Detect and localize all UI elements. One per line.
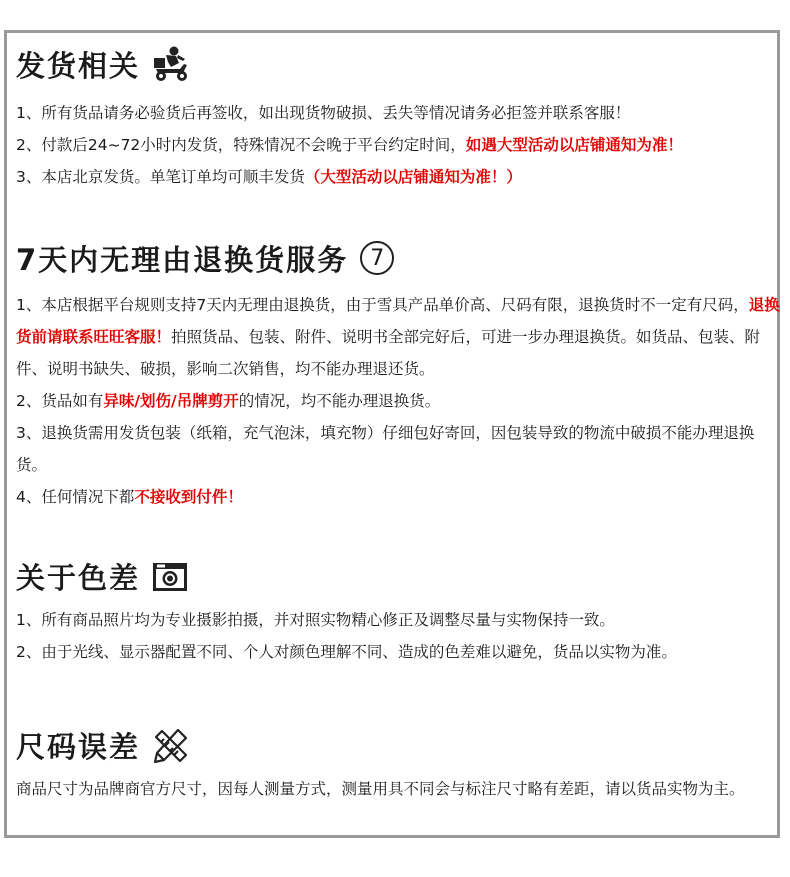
shipping-item-1-text: 1、所有货品请务必验货后再签收，如出现货物破损、丢失等情况请务必拒签并联系客服！ bbox=[16, 104, 631, 122]
returns-item-4-before: 4、任何情况下都 bbox=[16, 488, 135, 506]
camera-icon bbox=[152, 560, 188, 592]
returns-item-1-highlight: 退换货前请联系旺旺客服！ bbox=[16, 296, 780, 346]
returns-item-1 bbox=[16, 289, 782, 385]
shipping-section bbox=[16, 44, 782, 193]
shipping-item-3-highlight: （大型活动以店铺通知为准！） bbox=[304, 168, 522, 186]
size-text: 商品尺寸为品牌商官方尺寸，因每人测量方式，测量用具不同会与标注尺寸略有差距，请以货品实物为主。 bbox=[16, 780, 745, 798]
shipping-heading bbox=[16, 44, 782, 84]
seven-circle-icon bbox=[360, 241, 394, 275]
ruler-pencil-icon bbox=[152, 727, 190, 763]
returns-item-2-highlight: 异味/划伤/吊牌剪开 bbox=[103, 392, 239, 410]
returns-item-1-before: 1、本店根据平台规则支持7天内无理由退换货，由于雪具产品单价高、尺码有限，退换货时不一定有尺码， bbox=[16, 296, 749, 314]
returns-item-1-after: 拍照货品、包装、附件、说明书全部完好后，可进一步办理退换货。如货品、包装、附件、说明书缺失、破损，影响二次销售，均不能办理退还货。 bbox=[16, 328, 761, 378]
returns-item-3 bbox=[16, 417, 782, 481]
color-item-2-text: 2、由于光线、显示器配置不同、个人对颜色理解不同、造成的色差难以避免，货品以实物为准。 bbox=[16, 643, 677, 661]
shipping-item-2-highlight: 如遇大型活动以店铺通知为准！ bbox=[465, 136, 683, 154]
returns-item-2 bbox=[16, 385, 782, 417]
returns-item-2-after: 的情况，均不能办理退换货。 bbox=[238, 392, 441, 410]
returns-item-4 bbox=[16, 481, 782, 513]
shipping-item-3 bbox=[16, 161, 782, 193]
returns-section bbox=[16, 238, 782, 513]
shipping-title: 发货相关 bbox=[16, 48, 141, 83]
color-section bbox=[16, 556, 782, 668]
color-item-1 bbox=[16, 604, 782, 636]
size-title: 尺码误差 bbox=[16, 729, 141, 764]
size-section bbox=[16, 725, 782, 805]
shipping-item-3-text: 3、本店北京发货。单笔订单均可顺丰发货 bbox=[16, 168, 305, 186]
returns-item-2-before: 2、货品如有 bbox=[16, 392, 104, 410]
shipping-item-2 bbox=[16, 129, 782, 161]
size-heading bbox=[16, 725, 782, 765]
seven-circle-label: 7 bbox=[370, 245, 385, 271]
color-item-1-text: 1、所有商品照片均为专业摄影拍摄，并对照实物精心修正及调整尽量与实物保持一致。 bbox=[16, 611, 615, 629]
shipping-item-1 bbox=[16, 97, 782, 129]
returns-item-3-text: 3、退换货需用发货包装（纸箱，充气泡沫，填充物）仔细包好寄回，因包装导致的物流中破损不能办理退换货。 bbox=[16, 424, 755, 474]
color-title: 关于色差 bbox=[16, 560, 141, 595]
delivery-scooter-icon bbox=[152, 46, 190, 82]
returns-heading bbox=[16, 238, 782, 278]
shipping-item-2-text: 2、付款后24~72小时内发货，特殊情况不会晚于平台约定时间， bbox=[16, 136, 466, 154]
returns-title: 7天内无理由退换货服务 bbox=[16, 242, 349, 277]
returns-item-4-highlight: 不接收到付件！ bbox=[134, 488, 243, 506]
color-item-2 bbox=[16, 636, 782, 668]
color-heading bbox=[16, 556, 782, 596]
